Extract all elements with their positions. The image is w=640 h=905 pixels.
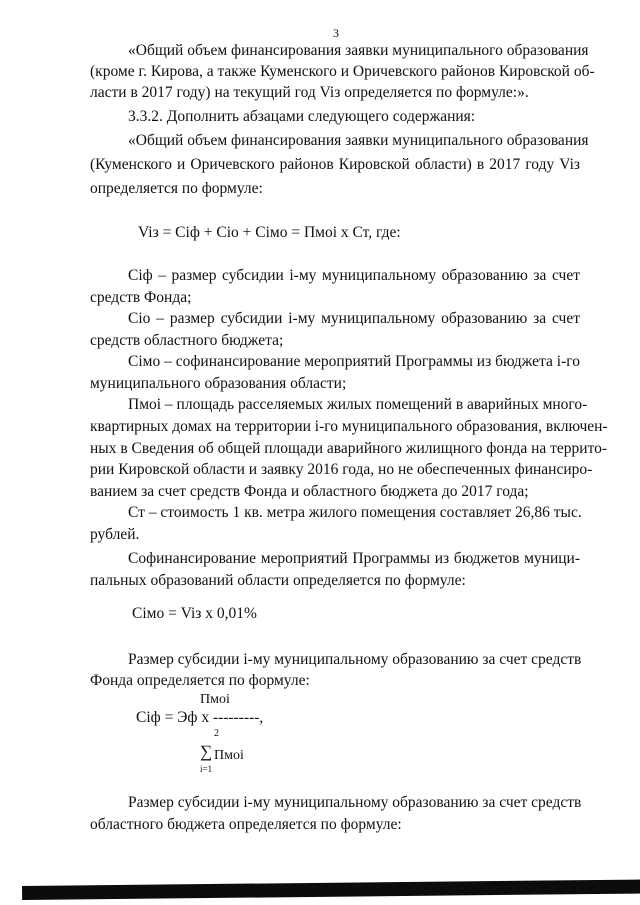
definition-line: средств Фонда; xyxy=(90,289,192,306)
scan-edge-bar xyxy=(22,880,640,900)
definition-line: рии Кировской области и заявку 2016 года, но не обеспеченных финансиро- xyxy=(90,461,593,478)
sum-sign: ∑ xyxy=(200,742,213,761)
sum-upper-limit: 2 xyxy=(214,728,219,739)
formula-viz: Viз = Сiф + Сiо + Сiмо = Пмoi х Ст, где: xyxy=(138,224,401,241)
fraction-denominator: Пмoi xyxy=(214,748,244,763)
formula-cimo: Сiмо = Viз х 0,01% xyxy=(132,605,257,622)
text-line: Софинансирование мероприятий Программы из бюджетов муници- xyxy=(128,550,580,567)
text-line: определяется по формуле: xyxy=(90,180,263,197)
text-line: 3.3.2. Дополнить абзацами следующего содержания: xyxy=(128,108,476,125)
fraction-lhs: Сiф = Эф х ---------, xyxy=(136,709,264,726)
text-line: пальных образований области определяется по формуле: xyxy=(90,572,466,589)
fraction-numerator: Пмoi xyxy=(200,692,230,707)
sum-lower-limit: i=1 xyxy=(200,764,213,774)
definition-line: ных в Сведения об общей площади аварийного жилищного фонда на террито- xyxy=(90,440,608,457)
definition-line: Сiо – размер субсидии i-му муниципальному образованию за счет xyxy=(128,310,580,327)
definition-line: муниципального образования области; xyxy=(90,375,347,392)
text-line: ласти в 2017 году) на текущий год Viз определяется по формуле:». xyxy=(90,84,529,101)
definition-line: Пмoi – площадь расселяемых жилых помещений в аварийных много- xyxy=(128,396,588,413)
text-line: Фонда определяется по формуле: xyxy=(90,672,310,689)
definition-line: рублей. xyxy=(90,526,140,543)
text-line: (кроме г. Кирова, а также Куменского и Оричевского районов Кировской об- xyxy=(90,63,595,80)
text-line: «Общий объем финансирования заявки муниципального образования xyxy=(128,42,589,59)
definition-line: Сiмо – софинансирование мероприятий Программы из бюджета i-го xyxy=(128,353,580,370)
formula-cif xyxy=(96,692,316,782)
definition-line: Ст – стоимость 1 кв. метра жилого помещения составляет 26,86 тыс. xyxy=(128,504,582,521)
text-line: «Общий объем финансирования заявки муниципального образования xyxy=(128,132,589,149)
page-number: 3 xyxy=(333,26,339,40)
text-line: областного бюджета определяется по формуле: xyxy=(90,816,402,833)
text-line: (Куменского и Оричевского районов Кировской области) в 2017 году Viз xyxy=(90,156,580,173)
definition-line: средств областного бюджета; xyxy=(90,332,284,349)
definition-line: ванием за счет средств Фонда и областного бюджета до 2017 года; xyxy=(90,483,529,500)
definition-line: квартирных домах на территории i-го муниципального образования, включен- xyxy=(90,418,608,435)
text-line: Размер субсидии i-му муниципальному образованию за счет средств xyxy=(128,651,582,668)
text-line: Размер субсидии i-му муниципальному образованию за счет средств xyxy=(128,794,582,811)
definition-line: Сiф – размер субсидии i-му муниципальному образованию за счет xyxy=(128,267,580,284)
